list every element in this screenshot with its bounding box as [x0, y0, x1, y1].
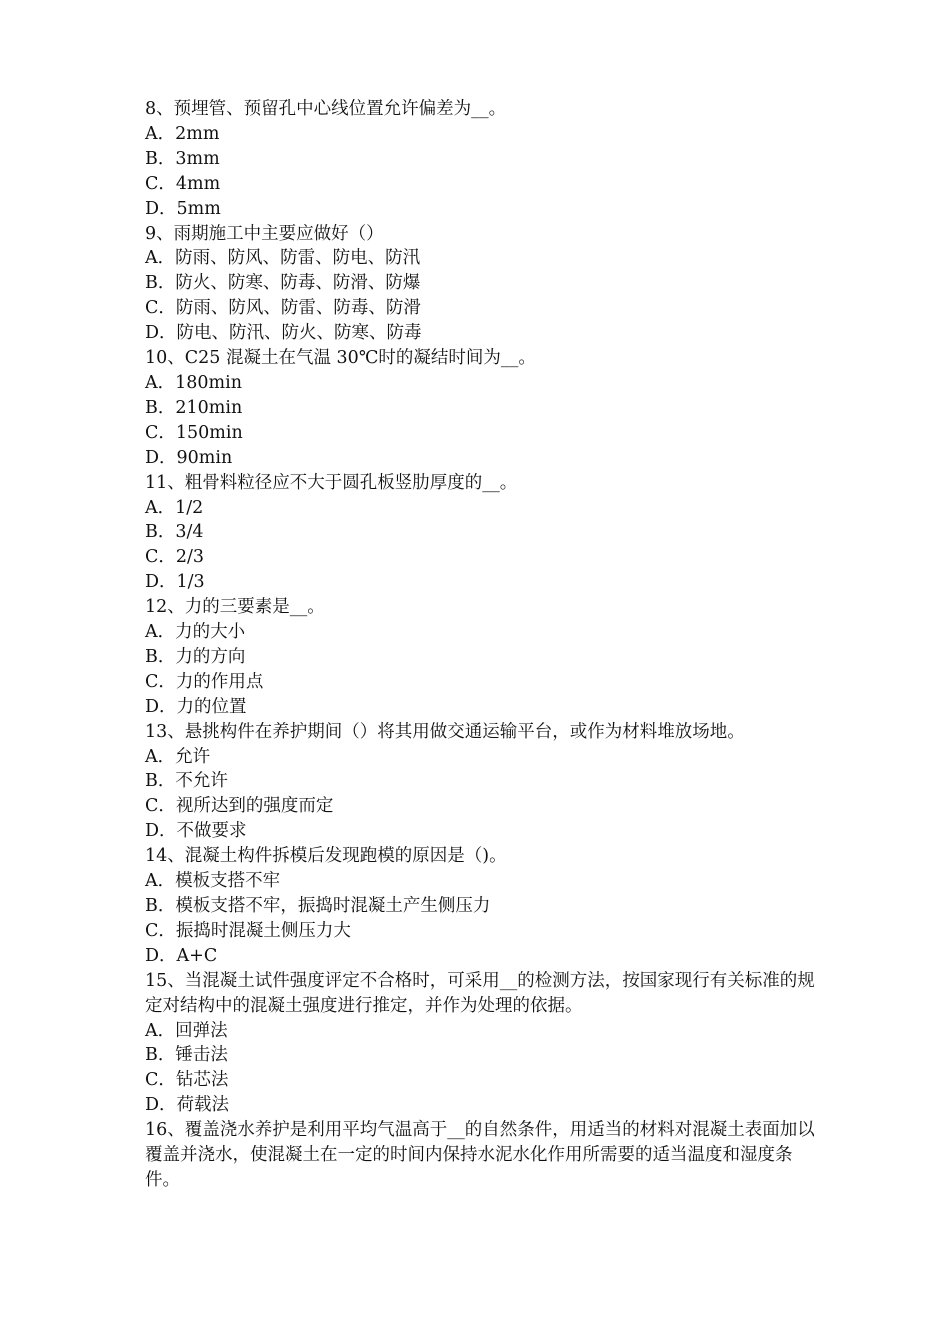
- question-9: [145, 222, 817, 347]
- option-b: B．3/4: [145, 522, 204, 543]
- option-a: A．力的大小: [145, 622, 246, 643]
- option-d: D．荷载法: [145, 1095, 230, 1116]
- option-b: B．3mm: [145, 148, 220, 169]
- option-d: D．防电、防汛、防火、防寒、防毒: [145, 323, 422, 344]
- option-d: D．90min: [145, 447, 233, 468]
- question-stem: 12、力的三要素是__。: [145, 597, 325, 618]
- question-list: [145, 97, 817, 1193]
- option-a: A．回弹法: [145, 1020, 228, 1041]
- option-d: D．不做要求: [145, 821, 247, 842]
- option-c: C．钻芯法: [145, 1070, 229, 1091]
- option-a: A．2mm: [145, 123, 220, 144]
- question-stem: 10、C25 混凝土在气温 30℃时的凝结时间为__。: [145, 348, 536, 369]
- option-c: C．视所达到的强度而定: [145, 796, 334, 817]
- option-a: A．1/2: [145, 497, 204, 518]
- question-13: [145, 720, 817, 845]
- option-c: C．2/3: [145, 547, 205, 568]
- question-15: [145, 969, 817, 1118]
- option-b: B．210min: [145, 397, 243, 418]
- option-c: C．150min: [145, 422, 243, 443]
- option-d: D．A+C: [145, 945, 218, 966]
- option-c: C．振捣时混凝土侧压力大: [145, 920, 351, 941]
- question-stem: 8、预埋管、预留孔中心线位置允许偏差为__。: [145, 99, 507, 119]
- option-a: A．防雨、防风、防雷、防电、防汛: [145, 248, 421, 269]
- question-stem: 16、覆盖浇水养护是利用平均气温高于__的自然条件，用适当的材料对混凝土表面加以覆盖并浇水，使混凝土在一定的时间内保持水泥水化作用所需要的适当温度和湿度条件。: [145, 1120, 815, 1190]
- option-b: B．不允许: [145, 771, 228, 792]
- option-a: A．180min: [145, 372, 243, 393]
- option-c: C．力的作用点: [145, 671, 264, 692]
- question-stem: 9、雨期施工中主要应做好（）: [145, 223, 384, 244]
- question-14: [145, 844, 817, 969]
- question-stem: 15、当混凝土试件强度评定不合格时，可采用__的检测方法，按国家现行有关标准的规定对结构中的混凝土强度进行推定，并作为处理的依据。: [145, 970, 815, 1016]
- question-10: [145, 346, 817, 471]
- option-a: A．允许: [145, 746, 211, 767]
- option-b: B．防火、防寒、防毒、防滑、防爆: [145, 273, 421, 294]
- question-stem: 14、混凝土构件拆模后发现跑模的原因是（)。: [145, 846, 507, 867]
- option-c: C．防雨、防风、防雷、防毒、防滑: [145, 298, 421, 319]
- question-11: [145, 471, 817, 596]
- option-b: B．锤击法: [145, 1045, 228, 1066]
- question-12: [145, 595, 817, 720]
- option-d: D．1/3: [145, 572, 205, 593]
- option-b: B．模板支搭不牢，振捣时混凝土产生侧压力: [145, 896, 491, 916]
- option-b: B．力的方向: [145, 646, 246, 667]
- question-16: [145, 1118, 817, 1193]
- question-stem: 11、粗骨料粒径应不大于圆孔板竖肋厚度的__。: [145, 472, 518, 493]
- option-d: D．力的位置: [145, 696, 247, 717]
- option-c: C．4mm: [145, 173, 221, 194]
- question-8: [145, 97, 817, 222]
- option-a: A．模板支搭不牢: [145, 871, 281, 892]
- option-d: D．5mm: [145, 198, 221, 219]
- question-stem: 13、悬挑构件在养护期间（）将其用做交通运输平台，或作为材料堆放场地。: [145, 721, 745, 742]
